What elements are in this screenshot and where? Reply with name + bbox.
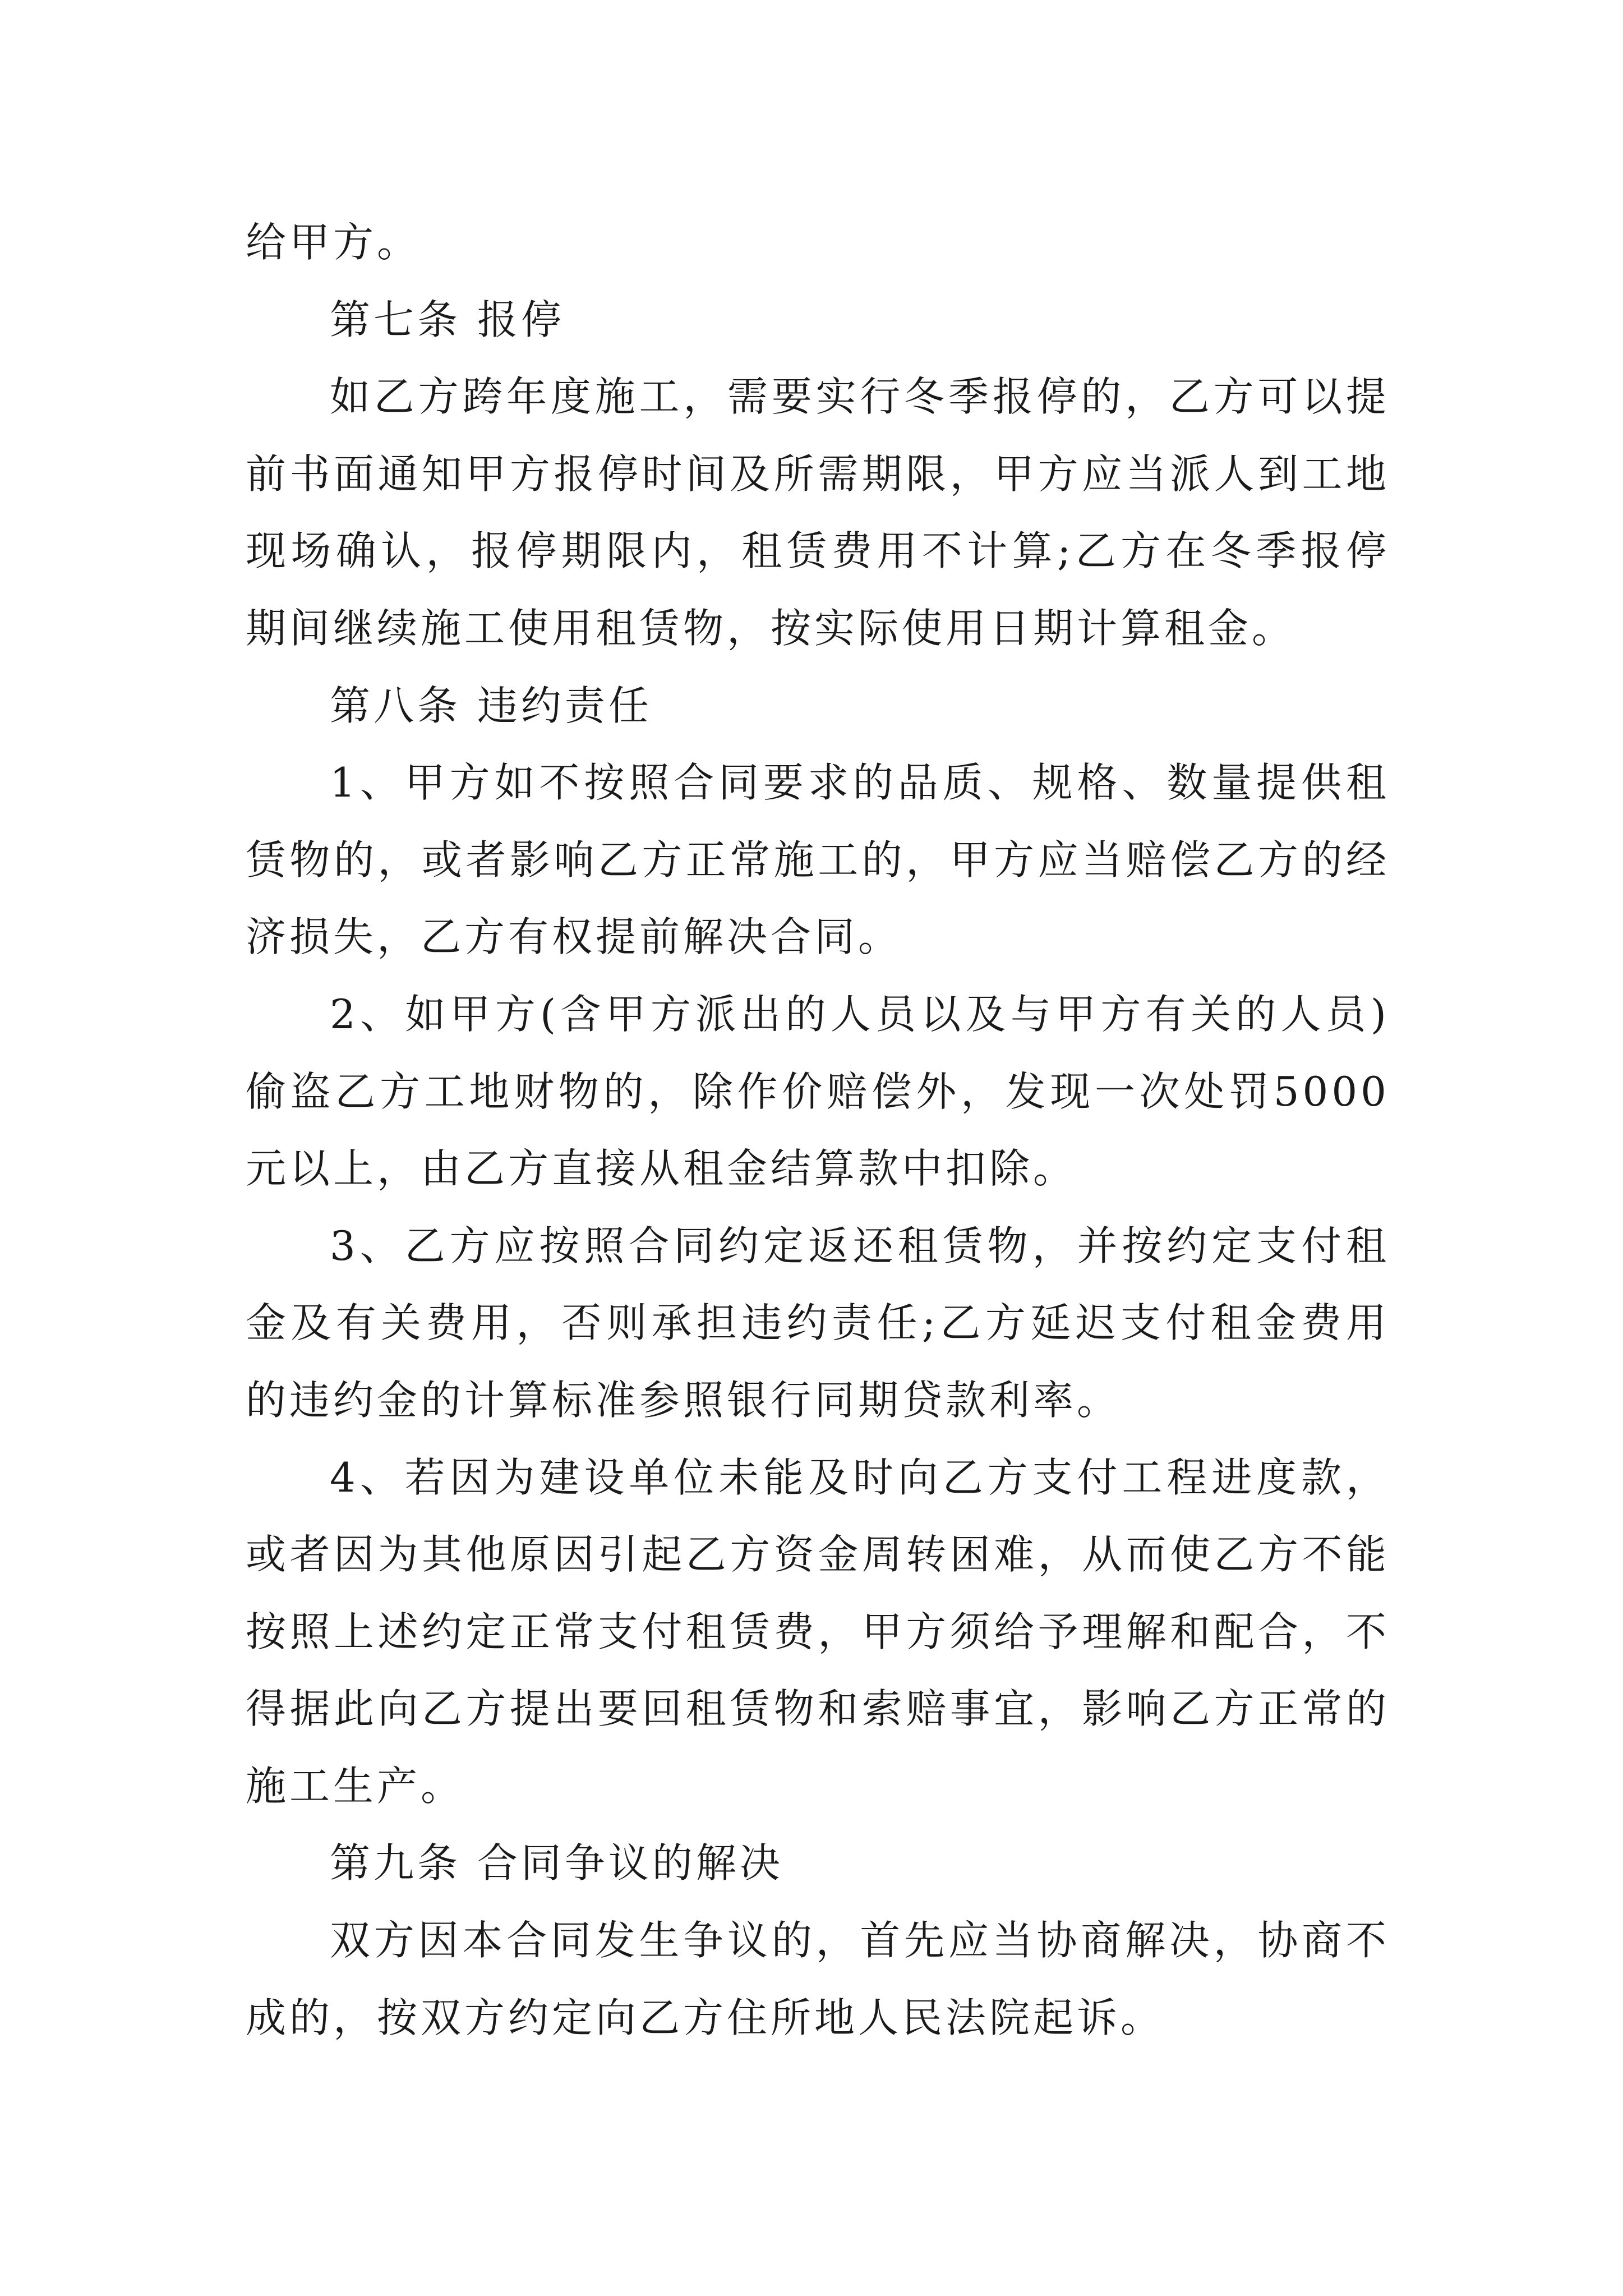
paragraph-continuation: 给甲方。	[246, 219, 421, 266]
paragraph-breach-2: 2、如甲方(含甲方派出的人员以及与甲方有关的人员)偷盗乙方工地财物的，除作价赔偿外，发现一次处罚5000元以上，由乙方直接从租金结算款中扣除。	[246, 990, 1390, 1193]
paragraph-suspension: 如乙方跨年度施工，需要实行冬季报停的，乙方可以提前书面通知甲方报停时间及所需期限，甲方应当派人到工地现场确认，报停期限内，租赁费用不计算;乙方在冬季报停期间继续施工使用租赁物，按实际使用日期计算租金。	[246, 373, 1390, 652]
paragraph-breach-1: 1、甲方如不按照合同要求的品质、规格、数量提供租赁物的，或者影响乙方正常施工的，甲方应当赔偿乙方的经济损失，乙方有权提前解决合同。	[246, 759, 1390, 961]
article-heading-9: 第九条 合同争议的解决	[330, 1839, 783, 1887]
article-heading-8: 第八条 违约责任	[330, 682, 652, 729]
article-heading-7: 第七条 报停	[330, 296, 565, 343]
paragraph-breach-3: 3、乙方应按照合同约定返还租赁物，并按约定支付租金及有关费用，否则承担违约责任;乙方延迟支付租金费用的违约金的计算标准参照银行同期贷款利率。	[246, 1222, 1390, 1424]
paragraph-breach-4: 4、若因为建设单位未能及时向乙方支付工程进度款，或者因为其他原因引起乙方资金周转困难，从而使乙方不能按照上述约定正常支付租赁费，甲方须给予理解和配合，不得据此向乙方提出要回租赁物和索赔事宜，影响乙方正常的施工生产。	[246, 1453, 1390, 1810]
document-body	[246, 204, 1390, 2056]
paragraph-dispute: 双方因本合同发生争议的，首先应当协商解决，协商不成的，按双方约定向乙方住所地人民法院起诉。	[246, 1917, 1390, 2041]
